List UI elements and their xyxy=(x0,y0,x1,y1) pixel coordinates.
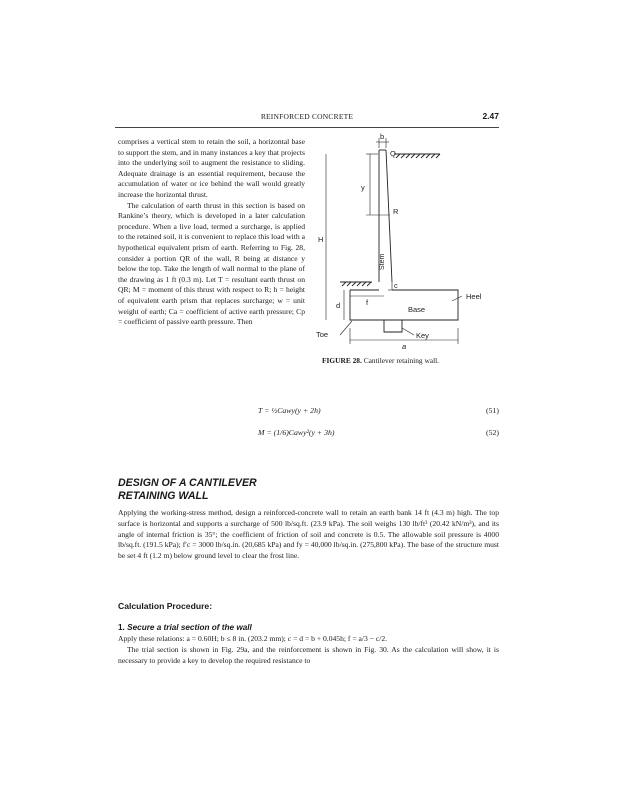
step-1-paragraph-1: Apply these relations: a = 0.60H; b ≤ 8 in. (203.2 mm); c = d = b + 0.045h; f = a/3 − c/2. xyxy=(118,634,388,643)
label-h: H xyxy=(318,235,324,244)
step-1-body xyxy=(118,634,499,666)
procedure-heading: Calculation Procedure: xyxy=(118,601,213,611)
top-ground-hatching xyxy=(396,154,440,158)
label-c: c xyxy=(394,281,398,290)
header-rule xyxy=(115,127,499,128)
label-d: d xyxy=(336,301,341,310)
intro-paragraph-2: The calculation of earth thrust in this section is based on Rankine’s theory, which is developed in a later calculation procedure. When a live load, termed a surcharge, is applied to the retained soil, it is convenient to replace this load with a hypothetical equivalent prism of earth. Referring to Fig. 28, consider a portion QR of the wall, R being at distance y below the top. Take the length of wall normal to the plane of the drawing as 1 ft (0.3 m). Let T = resultant earth thrust on QR; M = moment of this thrust with respect to R; h = height of equivalent earth prism that replaces surcharge; w = unit weight of earth; Ca = coefficient of active earth pressure; Cp = coefficient of passive earth pressure. Then xyxy=(118,200,305,327)
intro-column xyxy=(118,137,305,328)
figure-caption-text: Cantilever retaining wall. xyxy=(363,356,440,365)
step-1-paragraph-2: The trial section is shown in Fig. 29a, and the reinforcement is shown in Fig. 30. As the calculation will show, it is necessary to provide a key to develop the required resistance to xyxy=(118,644,499,665)
cantilever-wall-figure xyxy=(310,130,502,355)
heel-leader xyxy=(452,296,462,301)
running-title: REINFORCED CONCRETE xyxy=(260,112,354,121)
page-number: 2.47 xyxy=(482,111,499,121)
equation-51 xyxy=(118,406,499,418)
equation-52 xyxy=(118,428,499,440)
label-b: b xyxy=(380,132,385,141)
label-f: f xyxy=(366,298,369,307)
problem-paragraph: Applying the working-stress method, design a reinforced-concrete wall to retain an earth bank 14 ft (4.3 m) high. The top surface is horizontal and supports a surcharge of 500 lb/sq.ft. (23.9 kPa). The soil weighs 130 lb/ft³ (20.42 kN/m³), and its angle of internal friction is 35°; the coefficient of friction of soil and concrete is 0.5. The allowable soil pressure is 4000 lb/sq.ft. (191.5 kPa); f′c = 3000 lb/sq.in. (20,685 kPa) and fy = 40,000 lb/sq.in. (275,800 kPa). The base of the structure must be set 4 ft (1.2 m) below ground level to clear the frost line. xyxy=(118,508,499,561)
figure-caption xyxy=(322,356,439,365)
label-toe: Toe xyxy=(316,330,329,339)
key-outline xyxy=(384,320,402,332)
section-title-line-2: RETAINING WALL xyxy=(118,489,209,502)
figure-caption-number: FIGURE 28. xyxy=(322,356,362,365)
label-a: a xyxy=(402,342,407,351)
equation-51-expression: T = ½Cawy(y + 2h) xyxy=(258,406,321,415)
wall-diagram xyxy=(310,130,502,355)
step-1-name: Secure a trial section of the wall xyxy=(127,623,252,632)
equation-52-number: (52) xyxy=(486,428,499,437)
page-header xyxy=(115,112,499,124)
label-y: y xyxy=(361,183,365,192)
section-title xyxy=(118,477,257,502)
toe-ground-hatching xyxy=(342,282,371,286)
label-q: Q xyxy=(390,149,396,158)
step-1-number: 1. xyxy=(118,623,125,632)
label-stem: Stem xyxy=(379,253,386,270)
section-title-line-1: DESIGN OF A CANTILEVER xyxy=(118,477,257,489)
stem-back-face xyxy=(386,150,392,282)
problem-statement xyxy=(118,508,499,562)
step-1-title xyxy=(118,623,252,632)
label-base: Base xyxy=(408,305,426,314)
equation-51-number: (51) xyxy=(486,406,499,415)
label-key: Key xyxy=(416,331,429,340)
key-leader xyxy=(402,328,414,335)
label-r: R xyxy=(393,207,399,216)
label-heel: Heel xyxy=(466,292,482,301)
intro-paragraph-1: comprises a vertical stem to retain the soil, a horizontal base to support the stem, and in many instances a key that projects into the underlying soil to augment the resistance to sliding. Adequate drainage is an essential requirement, because the accumulation of water or ice behind the wall would greatly increase the horizontal thrust. xyxy=(118,137,305,199)
equation-52-expression: M = (1/6)Cawy²(y + 3h) xyxy=(258,428,335,437)
